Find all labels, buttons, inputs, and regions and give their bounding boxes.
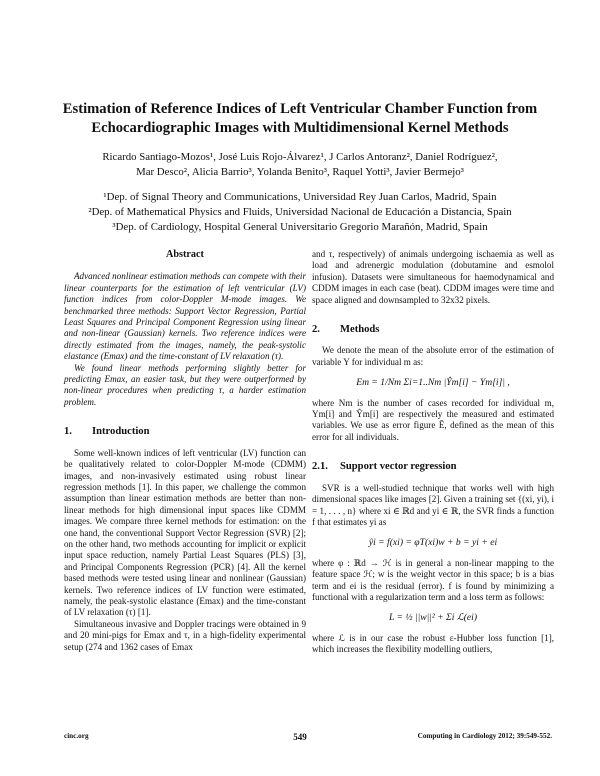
equation-2: ŷi = f(xi) = φT(xi)w + b = yi + ei xyxy=(368,537,498,549)
intro-paragraph-2: Simultaneous invasive and Doppler tracings were obtained in 9 and 20 mini-pigs for Emax and τ, in a high-fidelity experimental setup (274 and 1362 cases of Emax xyxy=(64,618,306,652)
footer-citation: Computing in Cardiology 2012; 39:549-552. xyxy=(417,732,552,740)
page-number: 549 xyxy=(293,732,307,742)
footer-website: cinc.org xyxy=(64,732,89,740)
svr-paragraph-2: where φ : ℝd → ℋ is in general a non-linear mapping to the feature space ℋ; w is the weight vector in this space; b is a bias term and ei is the residual (error). f is found by minimizing a functional with a regularization term and a loss term as follows: xyxy=(312,557,554,602)
section-title: Support vector regression xyxy=(340,461,457,473)
left-column xyxy=(64,249,306,653)
methods-paragraph-2: where Nm is the number of cases recorded for individual m, Ym[i] and Ŷm[i] are respectively the measured and estimated variables. We use as error figure Ē, defined as the mean of this error for all individuals. xyxy=(312,397,554,442)
author-list xyxy=(40,150,560,180)
intro-paragraph-2-continued: and τ, respectively) of animals undergoing ischaemia as well as load and adrenergic modulation (dobutamine and esmolol infusion). Datasets were simultaneous for haemodynamical and CDDM images in each case (beat). CDDM images were time and space aligned and downsampled to 32x32 pixels. xyxy=(312,249,554,305)
right-column xyxy=(312,249,554,656)
section-number: 2. xyxy=(312,324,320,336)
affiliation-1: ¹Dep. of Signal Theory and Communications, Universidad Rey Juan Carlos, Madrid, Spain xyxy=(103,191,497,203)
authors-line-2: Mar Desco², Alicia Barrio³, Yolanda Benito³, Raquel Yotti³, Javier Bermejo³ xyxy=(136,166,464,178)
affiliation-2: ²Dep. of Mathematical Physics and Fluids, Universidad Nacional de Educación a Distancia, Spain xyxy=(88,206,512,218)
affiliations xyxy=(40,190,560,235)
paper-title: Estimation of Reference Indices of Left Ventricular Chamber Function from Echocardiographic Images with Multidimensional Kernel Methods xyxy=(62,101,538,136)
section-heading-svr xyxy=(312,461,554,472)
section-title: Introduction xyxy=(92,426,150,438)
section-title: Methods xyxy=(340,324,380,336)
section-number: 2.1. xyxy=(312,461,328,473)
abstract-paragraph-2: We found linear methods performing slightly better for predicting Emax, an easier task, but they were outperformed by non-linear procedures when predicting τ, a harder estimation problem. xyxy=(64,362,306,407)
intro-paragraph-1: Some well-known indices of left ventricular (LV) function can be qualitatively related to color-Doppler M-mode (CDMM) images, and non-invasively estimated using robust linear regression methods [1]. In this paper, we challenge the common assumption than linear estimation methods are better than non-linear methods for high dimensional input spaces like CDMM images. We compare three kernel methods for estimation: on the one hand, the conventional Support Vector Regression (SVR) [2]; on the other hand, two methods accounting for implicit or explicit input space reduction, namely Partial Least Squares (PLS) [3], and Principal Components Regression (PCR) [4]. All the kernel based methods were tested using linear and nonlinear (Gaussian) kernels. Two reference indices of LV function were estimated, namely, the peak-systolic elastance (Emax) and the time-constant of LV relaxation (τ) [1]. xyxy=(64,447,306,618)
equation-1: Em = 1/Nm Σi=1..Nm |Ŷm[i] − Ym[i]| , xyxy=(356,377,510,389)
svr-paragraph-3: where ℒ is in our case the robust ε-Hubber loss function [1], which increases the flexibility modelling outliers, xyxy=(312,632,554,655)
abstract-paragraph-1: Advanced nonlinear estimation methods can compete with their linear counterparts for the estimation of left ventricular (LV) function indices from color-Doppler M-mode images. We benchmarked three methods: Support Vector Regression, Partial Least Squares and Principal Component Regression using linear and non-linear (Gaussian) kernels. Two reference indices were directly estimated from the images, namely, the peak-systolic elastance (Emax) and the time-constant of LV relaxation (τ). xyxy=(64,271,306,362)
abstract-heading: Abstract xyxy=(166,249,204,260)
methods-paragraph-1: We denote the mean of the absolute error of the estimation of variable Y for individual m as: xyxy=(312,345,554,367)
affiliation-3: ³Dep. of Cardiology, Hospital General Universitario Gregorio Marañón, Madrid, Spain xyxy=(112,221,488,233)
svr-paragraph-1: SVR is a well-studied technique that works well with high dimensional spaces like images [2]. Given a training set {(xi, yi), i = 1, . . . , n} where xi ∈ ℝd and yi ∈ ℝ, the SVR finds a function f that estimates yi as xyxy=(312,482,554,527)
equation-3: L = ½ ||w||² + Σi ℒ(ei) xyxy=(388,612,478,624)
section-number: 1. xyxy=(64,426,72,438)
section-heading-methods xyxy=(312,324,554,335)
authors-line-1: Ricardo Santiago-Mozos¹, José Luis Rojo-Álvarez¹, J Carlos Antoranz², Daniel Rodríguez², xyxy=(102,151,498,163)
section-heading-introduction xyxy=(64,426,306,437)
